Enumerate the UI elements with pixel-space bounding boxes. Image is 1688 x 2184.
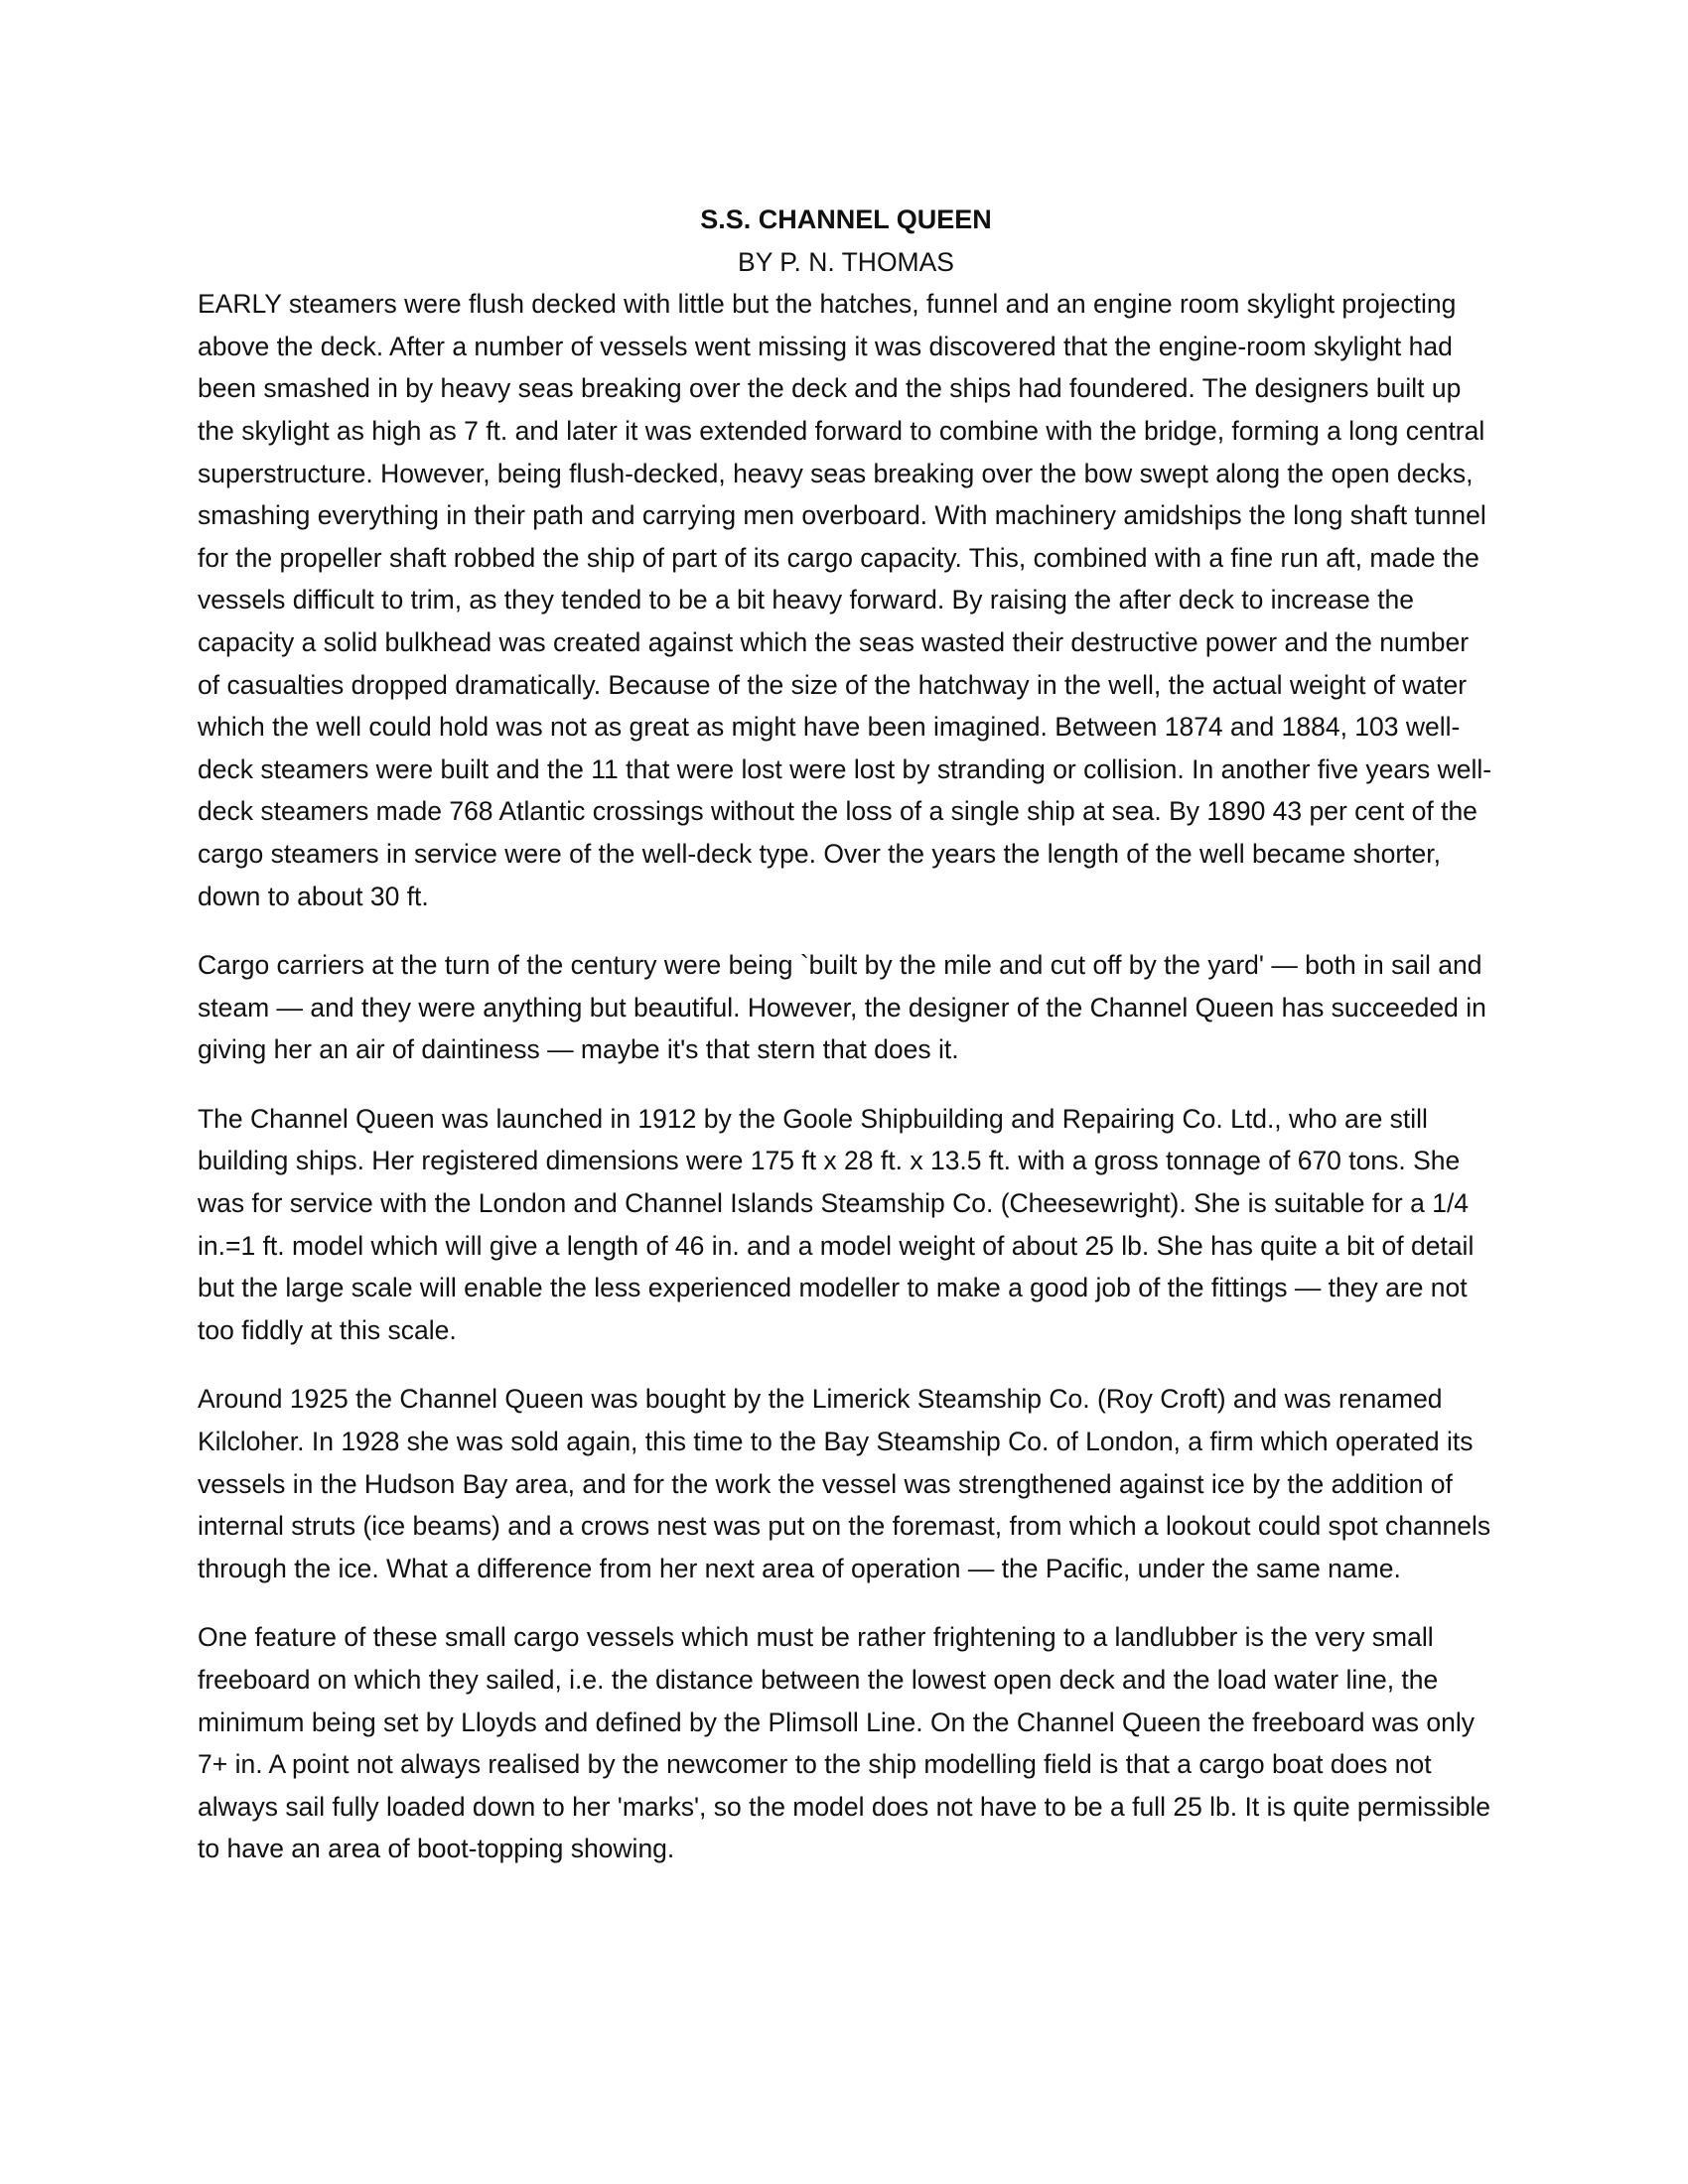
- author-byline: BY P. N. THOMAS: [738, 246, 954, 277]
- paragraph-3: The Channel Queen was launched in 1912 by the Goole Shipbuilding and Repairing Co. Ltd., who are still building ships. Her registered dimensions were 175 ft x 28 ft. x 13.5 ft. with a gross tonnage of 670 tons. She was for service with the London and Channel Islands Steamship Co. (Cheesewright). She is suitable for a 1/4 in.=1 ft. model which will give a length of 46 in. and a model weight of about 25 lb. She has quite a bit of detail but the large scale will enable the less experienced modeller to make a good job of the fittings — they are not too fiddly at this scale.: [198, 1103, 1475, 1345]
- paragraph-4: Around 1925 the Channel Queen was bought by the Limerick Steamship Co. (Roy Croft) and was renamed Kilcloher. In 1928 she was sold again, this time to the Bay Steamship Co. of London, a firm which operated its vessels in the Hudson Bay area, and for the work the vessel was strengthened against ice by the addition of internal struts (ice beams) and a crows nest was put on the foremast, from which a lookout could spot channels through the ice. What a difference from her next area of operation — the Pacific, under the same name.: [198, 1384, 1491, 1583]
- document-title: S.S. CHANNEL QUEEN: [700, 205, 992, 234]
- paragraph-1: EARLY steamers were flush decked with little but the hatches, funnel and an engine room skylight projecting above the deck. After a number of vessels went missing it was discovered that the engine-room skylight had been smashed in by heavy seas breaking over the deck and the ships had foundered. The designers built up the skylight as high as 7 ft. and later it was extended forward to combine with the bridge, forming a long central superstructure. However, being flush-decked, heavy seas breaking over the bow swept along the open decks, smashing everything in their path and carrying men overboard. With machinery amidships the long shaft tunnel for the propeller shaft robbed the ship of part of its cargo capacity. This, combined with a fine run aft, made the vessels difficult to trim, as they tended to be a bit heavy forward. By raising the after deck to increase the capacity a solid bulkhead was created against which the seas wasted their destructive power and the number of casualties dropped dramatically. Because of the size of the hatchway in the well, the actual weight of water which the well could hold was not as great as might have been imagined. Between 1874 and 1884, 103 well-deck steamers were built and the 11 that were lost were lost by stranding or collision. In another five years well-deck steamers made 768 Atlantic crossings without the loss of a single ship at sea. By 1890 43 per cent of the cargo steamers in service were of the well-deck type. Over the years the length of the well became shorter, down to about 30 ft.: [198, 289, 1492, 911]
- paragraph-2: Cargo carriers at the turn of the century were being `built by the mile and cut off by the yard' — both in sail and steam — and they were anything but beautiful. However, the designer of the Channel Queen has succeeded in giving her an air of daintiness — maybe it's that stern that does it.: [198, 950, 1486, 1065]
- paragraph-5: One feature of these small cargo vessels which must be rather frightening to a landlubber is the very small freeboard on which they sailed, i.e. the distance between the lowest open deck and the load water line, the minimum being set by Lloyds and defined by the Plimsoll Line. On the Channel Queen the freeboard was only 7+ in. A point not always realised by the newcomer to the ship modelling field is that a cargo boat does not always sail fully loaded down to her 'marks', so the model does not have to be a full 25 lb. It is quite permissible to have an area of boot-topping showing.: [198, 1622, 1490, 1864]
- document-page: [198, 199, 1494, 1897]
